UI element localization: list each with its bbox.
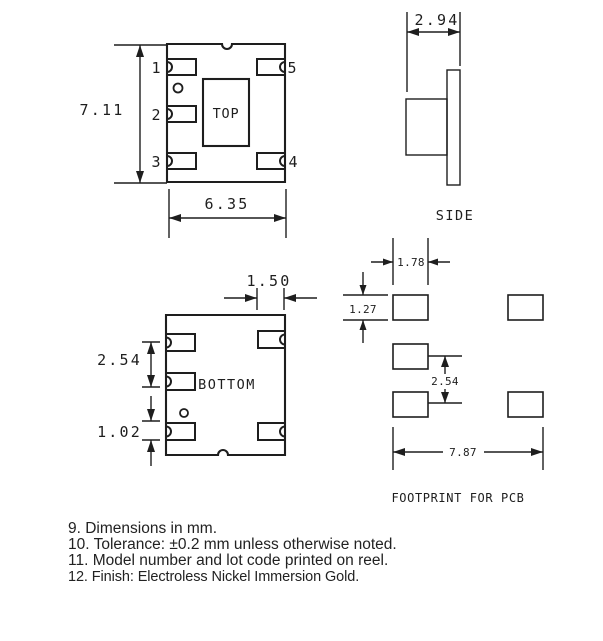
bottom-pad-right-1 — [258, 331, 285, 348]
fp-pad-left-1 — [393, 295, 428, 320]
side-view-body — [406, 99, 447, 155]
dim-bottom-pad-height-value: 1.02 — [97, 423, 142, 441]
pin-label-5: 5 — [287, 59, 297, 77]
fp-pad-right-1 — [508, 295, 543, 320]
top-view — [80, 44, 298, 238]
dim-bottom-pad-height — [97, 396, 160, 466]
bottom-pad-right-2 — [258, 423, 285, 440]
note-9: 9. Dimensions in mm. — [68, 520, 218, 537]
side-view — [406, 11, 474, 224]
top-pad-pin3 — [167, 153, 196, 169]
fp-pad-right-2 — [508, 392, 543, 417]
bottom-pad-left-3 — [166, 423, 195, 440]
dim-fp-overall-width — [393, 427, 543, 470]
pin1-indicator-top — [174, 84, 183, 93]
bottom-pad-left-1 — [166, 334, 195, 351]
top-pad-pin4 — [257, 153, 285, 169]
bottom-view — [97, 272, 317, 466]
note-10: 10. Tolerance: ±0.2 mm unless otherwise noted. — [68, 535, 397, 553]
dim-bottom-pitch-value: 2.54 — [97, 351, 142, 369]
fp-pad-left-2 — [393, 344, 428, 369]
pin-label-1: 1 — [151, 59, 161, 77]
top-pad-pin5 — [257, 59, 285, 75]
dim-fp-pitch — [428, 356, 462, 403]
note-11: 11. Model number and lot code printed on reel. — [68, 551, 389, 569]
dim-top-height-value: 7.11 — [79, 101, 125, 119]
bottom-view-label: BOTTOM — [198, 377, 256, 393]
dim-fp-pad-height-value: 1.27 — [349, 303, 377, 316]
top-view-label: TOP — [212, 106, 240, 122]
side-view-lid — [447, 70, 460, 185]
fp-pad-left-3 — [393, 392, 428, 417]
dim-bottom-pad-width — [224, 272, 317, 310]
dim-fp-pad-width — [371, 238, 450, 285]
dim-top-width — [169, 189, 286, 238]
dim-fp-overall-width-value: 7.87 — [449, 446, 477, 459]
dim-bottom-pad-width-value: 1.50 — [246, 272, 292, 290]
dim-fp-pitch-value: 2.54 — [431, 375, 459, 388]
note-12: 12. Finish: Electroless Nickel Immersion Gold. — [68, 568, 360, 585]
pin-label-4: 4 — [288, 153, 298, 171]
dim-bottom-pitch — [97, 342, 160, 387]
footprint-label: FOOTPRINT FOR PCB — [391, 491, 525, 505]
pin-label-2: 2 — [151, 106, 161, 124]
bottom-pad-left-2 — [166, 373, 195, 390]
top-pad-pin1 — [167, 59, 196, 75]
notes-block — [68, 521, 397, 585]
pin1-indicator-bottom — [180, 409, 188, 417]
pin-label-3: 3 — [151, 153, 161, 171]
dim-fp-pad-width-value: 1.78 — [397, 256, 425, 269]
dim-side-width — [407, 11, 460, 92]
dim-side-width-value: 2.94 — [414, 11, 460, 29]
footprint-view — [343, 238, 543, 505]
side-view-label: SIDE — [435, 208, 475, 224]
dim-top-width-value: 6.35 — [204, 195, 250, 213]
top-pad-pin2 — [167, 106, 196, 122]
dim-fp-pad-height — [343, 272, 388, 343]
